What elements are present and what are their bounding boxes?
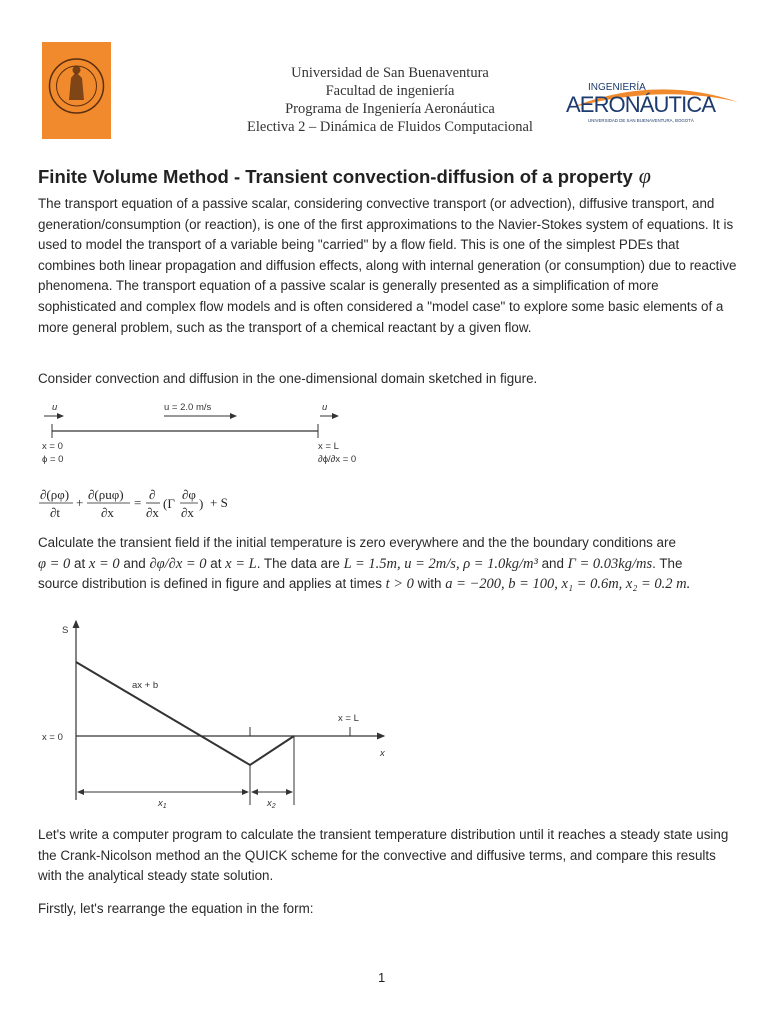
- university-seal-logo: [42, 42, 111, 139]
- eq-equals: =: [134, 495, 142, 510]
- bc-xl: x = L: [225, 555, 257, 572]
- svg-text:UNIVERSIDAD DE SAN BUENAVENTUR: UNIVERSIDAD DE SAN BUENAVENTURA, BOGOTÁ: [588, 118, 694, 123]
- x1-dim-label: $x_1$: [158, 798, 167, 810]
- eq-term3-denominator: ∂x: [146, 505, 159, 520]
- left-x-label: x = 0: [42, 441, 63, 452]
- s-axis-label: S: [62, 625, 69, 636]
- right-x-label: x = L: [318, 441, 339, 452]
- bc-gradient: ∂φ/∂x = 0: [149, 555, 207, 572]
- header-line-faculty: Facultad de ingeniería: [325, 83, 455, 99]
- svg-text:AERONÁUTICA: AERONÁUTICA: [566, 92, 716, 117]
- left-bc-label: ϕ = 0: [42, 454, 64, 465]
- u-right-label: u: [322, 402, 328, 413]
- calc-line1: Calculate the transient field if the initial temperature is zero everywhere and the the boundary conditions are: [38, 535, 676, 550]
- eq-term4-denominator: ∂x: [181, 505, 194, 520]
- x0-label: x = 0: [42, 732, 63, 743]
- eq-open-paren: (Γ: [163, 496, 175, 511]
- domain-intro-paragraph: Consider convection and diffusion in the one-dimensional domain sketched in figure.: [38, 371, 538, 386]
- data-values: L = 1.5m, u = 2m/s, ρ = 1.0kg/m³: [343, 555, 538, 572]
- calc-and-2: and: [537, 555, 568, 571]
- source-profile-line: [76, 662, 294, 765]
- eq-term4-numerator: ∂φ: [182, 487, 196, 502]
- source-distribution-figure: [38, 615, 398, 815]
- bc-phi: φ = 0: [38, 555, 71, 572]
- calc-with: with: [413, 576, 446, 592]
- bc-x0: x = 0: [88, 555, 120, 572]
- calc-the: . The: [652, 555, 683, 571]
- xl-label: x = L: [338, 713, 359, 724]
- calc-and-1: and: [119, 555, 150, 571]
- calc-at-2: at: [206, 555, 226, 571]
- page-number: 1: [378, 970, 386, 985]
- svg-text:INGENIERÍA: INGENIERÍA: [588, 82, 646, 93]
- right-bc-label: ∂ϕ/∂x = 0: [318, 454, 357, 465]
- eq-term3-numerator: ∂: [149, 487, 156, 502]
- x-axis-label: x: [380, 748, 385, 759]
- calc-at-1: at: [70, 555, 89, 571]
- data-gamma: Γ = 0.03kg/ms: [567, 555, 653, 572]
- document-title: [38, 163, 651, 189]
- problem-statement-paragraph: [38, 533, 738, 595]
- time-condition: t > 0: [385, 576, 414, 593]
- program-paragraph: Let's write a computer program to calculate the transient temperature distribution until it reaches a steady state using the Crank-Nicolson method an the QUICK scheme for the convective and diffusive terms, and compare this results with the analytical steady state solution.: [38, 827, 729, 884]
- u-left-label: u: [52, 402, 58, 413]
- eq-term2-denominator: ∂x: [101, 505, 114, 520]
- eq-term2-numerator: ∂(ρuφ): [88, 487, 124, 502]
- header-line-program: Programa de Ingeniería Aeronáutica: [285, 101, 495, 117]
- eq-term1-denominator: ∂t: [50, 505, 61, 520]
- governing-equation: [38, 484, 278, 524]
- calc-data-are: . The data are: [256, 555, 344, 571]
- aeronautica-logo: [560, 78, 740, 128]
- header-line-course: Electiva 2 – Dinámica de Fluidos Computacional: [247, 119, 533, 135]
- intro-paragraph: The transport equation of a passive scalar, considering convective transport (or advection), diffusive transport, and generation/consumption (or reaction), is one of the first approximations to the Navier-Stokes system of equations. It is used to model the transport of a variable being "carried" by a flow field. This is one of the simplest PDEs that combines both linear propagation and diffusion effects, along with internal generation (or consumption) due to reactive phenomena. The transport equation of a passive scalar is generally presented as a simplification of more sophisticated and complex flow models and is often considered a "model case" to explore some basic elements of a more general problem, such as the transport of a chemical reactant by a given flow.: [38, 196, 737, 335]
- document-title-text: Finite Volume Method - Transient convection-diffusion of a property: [38, 166, 633, 187]
- header-institution-text: [170, 64, 610, 136]
- phi-symbol: φ: [638, 163, 651, 188]
- source-line-label: ax + b: [132, 680, 159, 691]
- eq-close-paren: ): [199, 496, 204, 511]
- eq-term1-numerator: ∂(ρφ): [40, 487, 70, 502]
- eq-plus-1: +: [76, 495, 84, 510]
- x2-dim-label: $x_2$: [267, 798, 276, 810]
- eq-source: + S: [210, 495, 228, 510]
- u-mid-label: u = 2.0 m/s: [164, 402, 212, 413]
- source-parameters: a = −200, b = 100, x₁ = 0.6m, x₂ = 0.2 m.: [445, 576, 691, 593]
- rearrange-paragraph: Firstly, let's rearrange the equation in the form:: [38, 901, 314, 916]
- calc-source-text: source distribution is defined in figure and applies at times: [38, 576, 386, 592]
- domain-sketch-figure: [36, 398, 366, 470]
- header-line-university: Universidad de San Buenaventura: [291, 65, 489, 81]
